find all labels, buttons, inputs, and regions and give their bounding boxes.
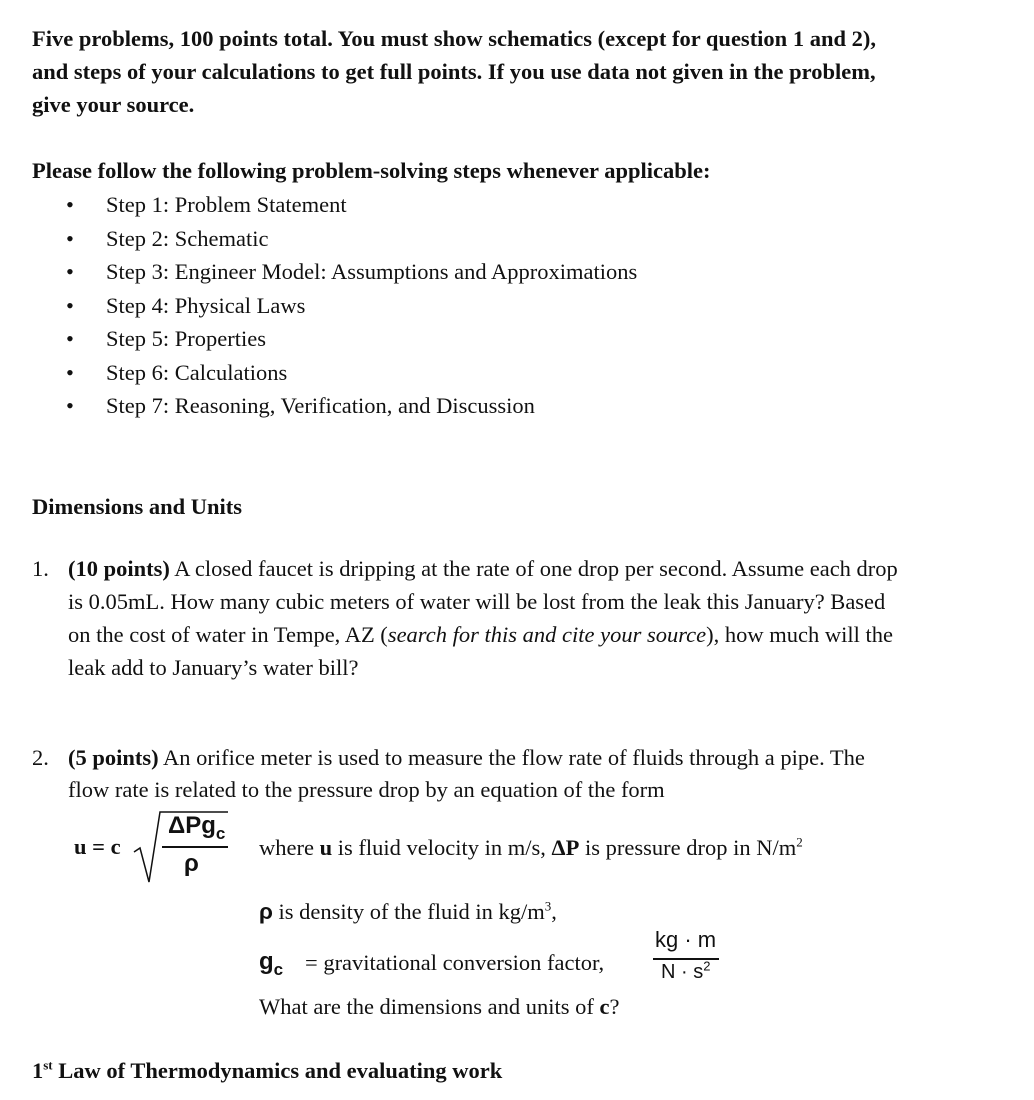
bullet-icon: •: [66, 292, 74, 318]
q1-line-1-text: A closed faucet is dripping at the rate of one drop per second. Assume each drop: [169, 556, 898, 581]
equation-lhs: u = c: [74, 834, 121, 859]
bullet-icon: •: [66, 359, 74, 385]
gc-denominator: [661, 958, 711, 984]
gc-line: [259, 925, 739, 995]
points-label: (5 points): [68, 745, 159, 770]
question-number: 2.: [32, 745, 49, 770]
where-dp: ΔP: [551, 835, 580, 860]
equation: [74, 806, 234, 886]
gc-text: = gravitational conversion factor,: [305, 950, 605, 975]
first-law-sup: st: [43, 1057, 53, 1073]
q2-line-1-text: An orifice meter is used to measure the flow rate of fluids through a pipe. The: [158, 745, 865, 770]
gc-symbol: [259, 948, 284, 979]
where-u: u: [319, 835, 333, 860]
question-pre: What are the dimensions and units of: [259, 994, 600, 1019]
step-text: Step 5: Properties: [106, 326, 266, 351]
equation-numerator: [168, 812, 226, 843]
gc-symbol-text: g: [259, 948, 274, 975]
question-post: ?: [609, 994, 620, 1019]
step-text: Step 2: Schematic: [106, 225, 269, 251]
rho-sup: 3: [544, 898, 552, 914]
step-text: Step 4: Physical Laws: [106, 292, 306, 318]
step-text: Step 1: Problem Statement: [106, 192, 347, 217]
step-text: Step 3: Engineer Model: Assumptions and Approximations: [106, 259, 638, 284]
q1-line-3-pre: on the cost of water in Tempe, AZ (: [68, 622, 388, 647]
where-post: is pressure drop in N/m: [579, 835, 797, 860]
rho-text: is density of the fluid in kg/m: [272, 899, 545, 924]
first-law-pre: 1: [32, 1058, 44, 1083]
bullet-icon: •: [66, 326, 74, 351]
question-line: [259, 990, 620, 1023]
intro-line-2: and steps of your calculations to get full points. If you use data not given in the problem,: [32, 59, 876, 84]
q1-line-2: is 0.05mL. How many cubic meters of water will be lost from the leak this January? Based: [68, 589, 886, 614]
bullet-icon: •: [66, 192, 74, 217]
numerator-subscript: c: [215, 824, 226, 843]
q1-line-3-italic: search for this and cite your source: [387, 622, 707, 647]
gc-denominator-sup: 2: [703, 958, 711, 974]
where-mid: is fluid velocity in m/s,: [332, 835, 552, 860]
where-line: [259, 831, 803, 864]
gc-subscript: c: [273, 960, 284, 979]
first-law-post: Law of Thermodynamics and evaluating work: [52, 1058, 503, 1083]
gc-numerator: kg · m: [655, 927, 717, 952]
bullet-icon: •: [66, 259, 74, 284]
bullet-icon: •: [66, 393, 74, 418]
step-text: Step 6: Calculations: [106, 359, 288, 385]
gc-denominator-text: N · s: [661, 961, 704, 983]
q2-line-2: flow rate is related to the pressure drop by an equation of the form: [68, 777, 665, 802]
intro-line-1: Five problems, 100 points total. You must show schematics (except for question 1 and 2),: [32, 26, 876, 51]
where-sup: 2: [796, 834, 803, 850]
q1-line-1: [68, 552, 898, 585]
numerator-text: ΔPg: [168, 812, 216, 839]
section-heading-first-law: [32, 1054, 502, 1087]
question-number: 1.: [32, 556, 49, 581]
rho-end: ,: [551, 899, 557, 924]
intro-paragraph: [32, 22, 1012, 121]
q1-line-3-post: ), how much will the: [706, 622, 893, 647]
q1-line-4: leak add to January’s water bill?: [68, 655, 359, 680]
bullet-icon: •: [66, 225, 74, 251]
q1-line-3: [68, 618, 893, 651]
question-c: c: [599, 994, 610, 1019]
step-text: Step 7: Reasoning, Verification, and Discussion: [106, 393, 535, 418]
intro-line-3: give your source.: [32, 92, 195, 117]
fraction-bar: [162, 846, 228, 848]
points-label: (10 points): [68, 556, 170, 581]
where-pre: where: [259, 835, 320, 860]
rho-line: [259, 895, 557, 928]
rho-symbol: ρ: [259, 899, 273, 924]
equation-denominator: ρ: [184, 850, 199, 877]
section-heading-dimensions: Dimensions and Units: [32, 494, 243, 519]
steps-heading: Please follow the following problem-solving steps whenever applicable:: [32, 158, 711, 183]
q2-line-1: [68, 741, 865, 774]
